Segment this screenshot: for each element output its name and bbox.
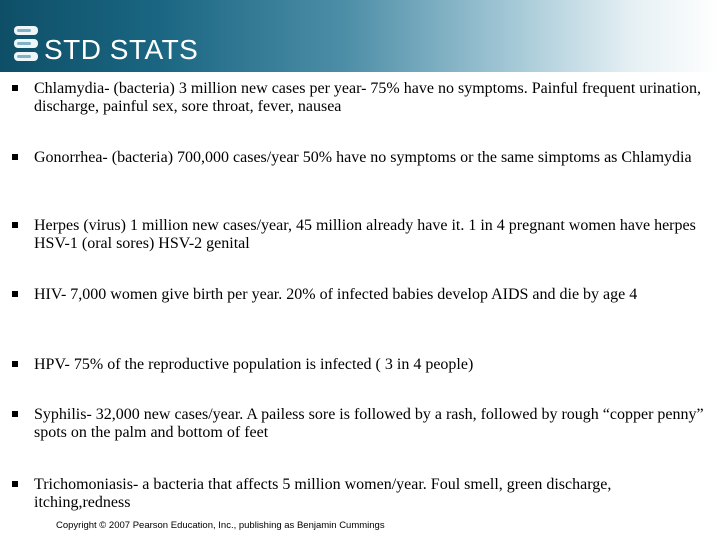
square-bullet-icon [12,481,18,487]
bullet-text: Gonorrhea- (bacteria) 700,000 cases/year 50% have no symptoms or the same simptoms as Chlamydia [34,149,692,166]
slide-title: STD STATS [44,34,199,65]
bullet-text: HPV- 75% of the reproductive population is infected ( 3 in 4 people) [34,356,474,373]
bullet-text: Trichomoniasis- a bacteria that affects 5 million women/year. Foul smell, green discharge, itching,redness [34,476,612,511]
bullet-text: HIV- 7,000 women give birth per year. 20% of infected babies develop AIDS and die by age 4 [34,286,638,303]
bullet-text: Chlamydia- (bacteria) 3 million new cases per year- 75% have no symptoms. Painful frequent urination, discharge, painful sex, sore throat, fever, nausea [34,80,702,115]
copyright-footer: Copyright © 2007 Pearson Education, Inc., publishing as Benjamin Cummings [56,520,385,531]
square-bullet-icon [12,154,18,160]
square-bullet-icon [12,411,18,417]
bullet-text: Syphilis- 32,000 new cases/year. A pailess sore is followed by a rash, followed by rough “copper penny” spots on the palm and bottom of feet [34,406,704,441]
square-bullet-icon [12,85,18,91]
square-bullet-icon [12,222,18,228]
square-bullet-icon [12,361,18,367]
square-bullet-icon [12,291,18,297]
bullet-text: Herpes (virus) 1 million new cases/year, 45 million already have it. 1 in 4 pregnant women have herpes HSV-1 (oral sores) HSV-2 genital [34,217,696,252]
